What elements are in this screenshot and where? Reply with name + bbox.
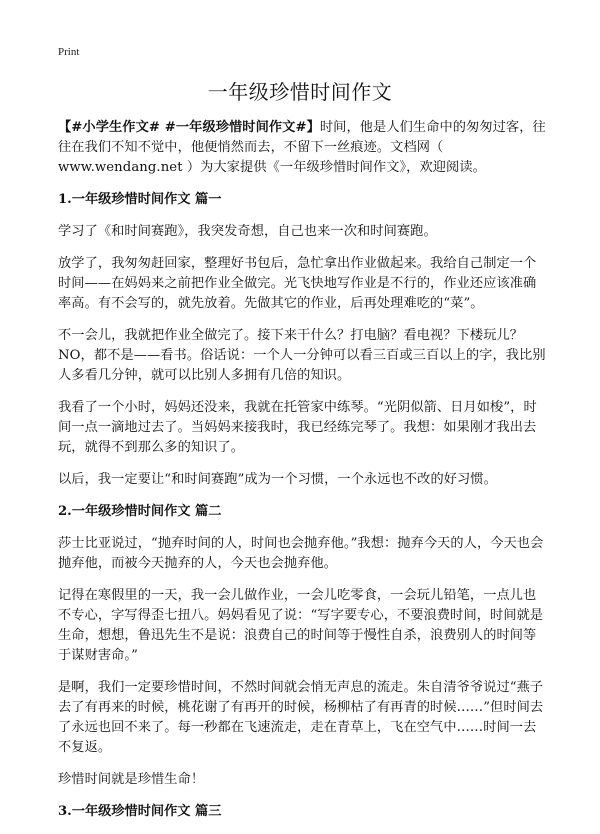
section-paragraph: 珍惜时间就是珍惜生命！ [58, 772, 205, 787]
section-paragraph: 不一会儿，我就把作业全做完了。接下来干什么？打电脑？看电视？下楼玩儿？NO，都不是——看书。俗话说：一个人一分钟可以看三百或三百以上的字，我比别人多看几分钟，就可以比别人多拥有几倍的知识。 [58, 328, 546, 383]
document-title: 一年级珍惜时间作文 [207, 80, 393, 104]
section-paragraph: 学习了《和时间赛跑》，我突发奇想，自己也来一次和时间赛跑。 [58, 224, 437, 239]
section-paragraph: 以后，我一定要让“和时间赛跑”成为一个习惯，一个永远也不改的好习惯。 [58, 472, 497, 487]
section-paragraph: 我看了一个小时，妈妈还没来，我就在托管家中练琴。“光阴似箭、日月如梭”，时间一点一滴地过去了。当妈妈来接我时，我已经练完琴了。我想：如果刚才我出去玩，就得不到那么多的知识了。 [58, 400, 537, 455]
section-heading: 2.一年级珍惜时间作文 篇二 [58, 504, 222, 519]
print-label: Print [58, 46, 80, 58]
document-body [58, 118, 548, 834]
intro-text: 时间，他是人们生命中的匆匆过客，往往在我们不知不觉中，他便悄然而去，不留下一丝痕迹。文档网（ www.wendang.net ）为大家提供《一年级珍惜时间作文》，欢迎阅读。 [58, 120, 546, 175]
section-paragraph: 记得在寒假里的一天，我一会儿做作业，一会儿吃零食，一会玩儿铅笔，一点儿也不专心，字写得歪七扭八。妈妈看见了说：“写字要专心，不要浪费时间，时间就是生命，想想，鲁迅先生不是说：浪费自己的时间等于慢性自杀，浪费别人的时间等于谋财害命。” [58, 588, 544, 663]
intro-tag: 【#小学生作文# #一年级珍惜时间作文#】 [58, 120, 320, 135]
section-paragraph: 放学了，我匆匆赶回家，整理好书包后，急忙拿出作业做起来。我给自己制定一个时间——在妈妈来之前把作业全做完。光飞快地写作业是不行的，作业还应该准确率高。有不会写的，就先放着。先做其它的作业，后再处理难吃的“菜”。 [58, 256, 537, 311]
section-heading: 3.一年级珍惜时间作文 篇三 [58, 804, 222, 819]
section-paragraph: 莎士比亚说过，“抛弃时间的人，时间也会抛弃他。”我想：抛弃今天的人，今天也会抛弃他，而被今天抛弃的人，今天也会抛弃他。 [58, 536, 544, 571]
section-heading: 1.一年级珍惜时间作文 篇一 [58, 192, 222, 207]
intro-paragraph [58, 118, 548, 178]
section-paragraph: 是啊，我们一定要珍惜时间，不然时间就会悄无声息的流走。朱自清爷爷说过“燕子去了有再来的时候，桃花谢了有再开的时候，杨柳枯了有再青的时候……”但时间去了永远也回不来了。每一秒都在飞速流走，走在青草上，飞在空气中……时间一去不复返。 [58, 680, 544, 755]
